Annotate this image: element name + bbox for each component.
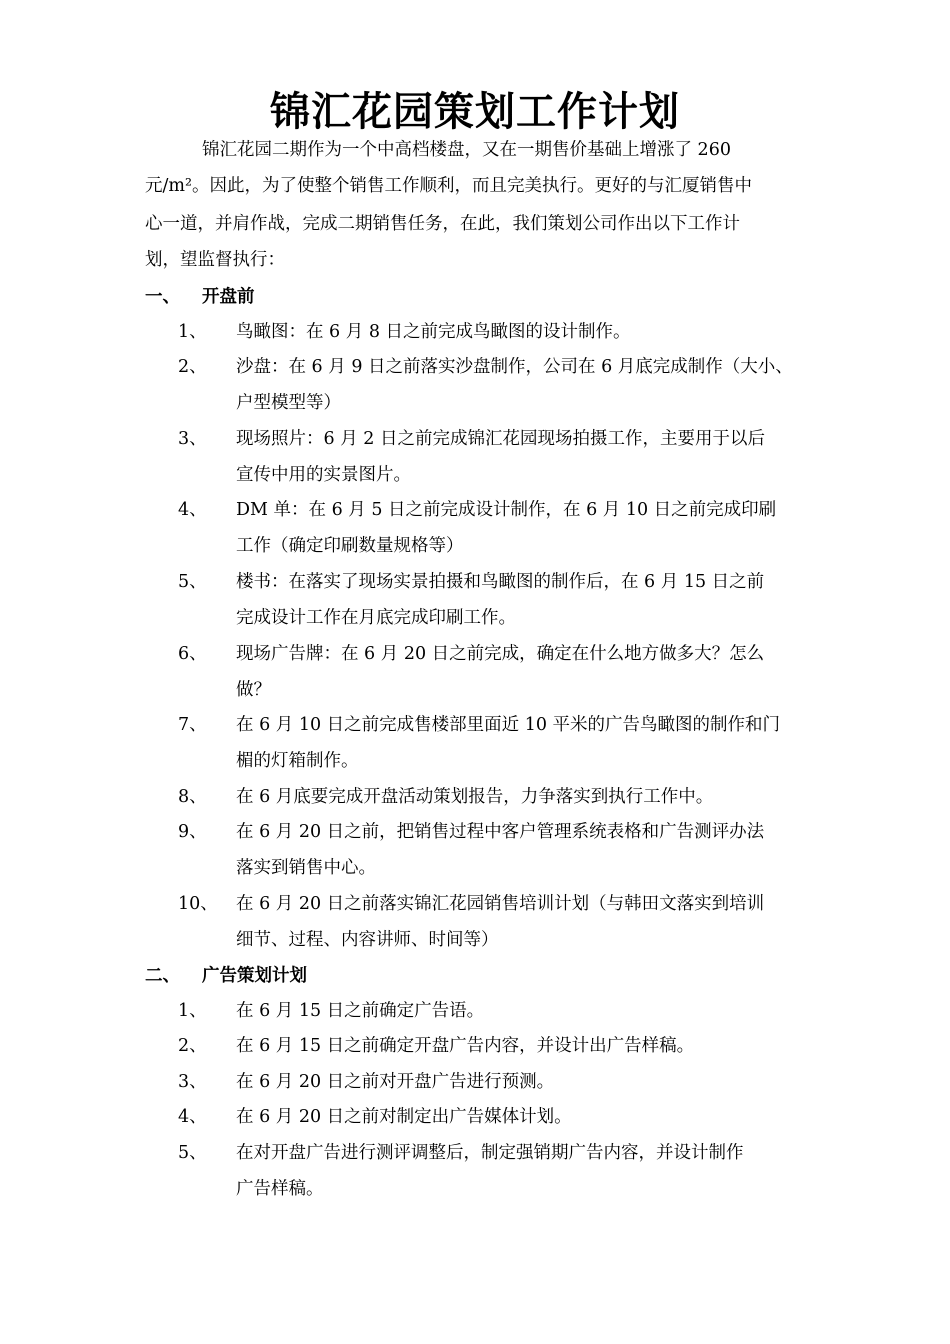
item-text: 鸟瞰图：在 6 月 8 日之前完成鸟瞰图的设计制作。 xyxy=(236,322,631,342)
item-text: 在 6 月 20 日之前对开盘广告进行预测。 xyxy=(236,1072,555,1092)
item-number: 2、 xyxy=(178,357,207,377)
item-text: 宣传中用的实景图片。 xyxy=(236,465,411,485)
section-heading: 广告策划计划 xyxy=(202,966,307,986)
item-number: 4、 xyxy=(178,500,207,520)
item-text: 在 6 月底要完成开盘活动策划报告，力争落实到执行工作中。 xyxy=(236,787,714,807)
item-number: 8、 xyxy=(178,787,207,807)
item-number: 5、 xyxy=(178,1143,207,1163)
item-text: 户型模型等） xyxy=(236,393,341,413)
item-text: DM 单：在 6 月 5 日之前完成设计制作，在 6 月 10 日之前完成印刷 xyxy=(236,500,777,520)
item-text: 在 6 月 20 日之前，把销售过程中客户管理系统表格和广告测评办法 xyxy=(236,822,765,842)
item-number: 7、 xyxy=(178,715,207,735)
item-text: 做？ xyxy=(236,680,271,700)
item-text: 广告样稿。 xyxy=(236,1179,324,1199)
item-text: 楣的灯箱制作。 xyxy=(236,751,359,771)
item-text: 在 6 月 20 日之前落实锦汇花园销售培训计划（与韩田文落实到培训 xyxy=(236,894,765,914)
item-text: 完成设计工作在月底完成印刷工作。 xyxy=(236,608,516,628)
item-number: 10、 xyxy=(178,894,218,914)
section-number: 一、 xyxy=(145,287,180,307)
item-text: 在 6 月 10 日之前完成售楼部里面近 10 平米的广告鸟瞰图的制作和门 xyxy=(236,715,781,735)
item-text: 细节、过程、内容讲师、时间等） xyxy=(236,930,499,950)
item-number: 9、 xyxy=(178,822,207,842)
item-text: 在 6 月 15 日之前确定广告语。 xyxy=(236,1001,485,1021)
item-number: 3、 xyxy=(178,429,207,449)
item-text: 在 6 月 15 日之前确定开盘广告内容，并设计出广告样稿。 xyxy=(236,1036,695,1056)
section-heading: 开盘前 xyxy=(202,287,255,307)
intro-line: 划，望监督执行： xyxy=(145,250,285,270)
item-text: 在 6 月 20 日之前对制定出广告媒体计划。 xyxy=(236,1107,572,1127)
intro-line: 心一道，并肩作战，完成二期销售任务，在此，我们策划公司作出以下工作计 xyxy=(145,214,740,234)
item-number: 3、 xyxy=(178,1072,207,1092)
item-number: 6、 xyxy=(178,644,207,664)
item-number: 1、 xyxy=(178,322,207,342)
item-text: 落实到销售中心。 xyxy=(236,858,376,878)
item-text: 沙盘：在 6 月 9 日之前落实沙盘制作，公司在 6 月底完成制作（大小、 xyxy=(236,357,793,377)
item-text: 在对开盘广告进行测评调整后，制定强销期广告内容，并设计制作 xyxy=(236,1143,744,1163)
section-number: 二、 xyxy=(145,966,180,986)
item-number: 2、 xyxy=(178,1036,207,1056)
intro-line: 元/m²。因此，为了使整个销售工作顺利，而且完美执行。更好的与汇厦销售中 xyxy=(145,176,753,196)
document-title: 锦汇花园策划工作计划 xyxy=(270,88,680,135)
item-number: 4、 xyxy=(178,1107,207,1127)
intro-line: 锦汇花园二期作为一个中高档楼盘，又在一期售价基础上增涨了 260 xyxy=(202,140,731,160)
item-number: 1、 xyxy=(178,1001,207,1021)
item-text: 现场广告牌：在 6 月 20 日之前完成，确定在什么地方做多大？怎么 xyxy=(236,644,765,664)
item-text: 现场照片：6 月 2 日之前完成锦汇花园现场拍摄工作，主要用于以后 xyxy=(236,429,765,449)
item-text: 楼书：在落实了现场实景拍摄和鸟瞰图的制作后，在 6 月 15 日之前 xyxy=(236,572,765,592)
item-text: 工作（确定印刷数量规格等） xyxy=(236,536,464,556)
item-number: 5、 xyxy=(178,572,207,592)
